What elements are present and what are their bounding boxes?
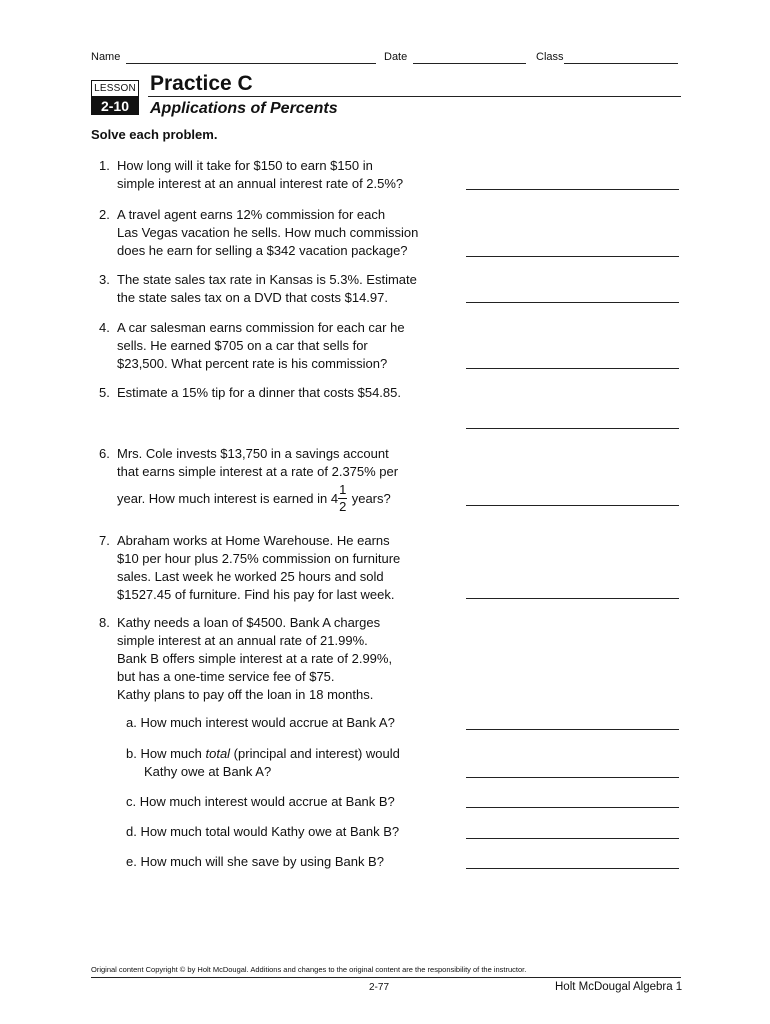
title-rule — [148, 96, 681, 97]
answer-line-8e[interactable] — [466, 868, 679, 869]
footer-rule — [91, 977, 681, 978]
answer-line-8d[interactable] — [466, 838, 679, 839]
subpart-e: e. How much will she save by using Bank B? — [126, 854, 384, 869]
problem-text: A travel agent earns 12% commission for each — [117, 207, 386, 222]
mixed-fraction — [338, 482, 348, 514]
problem-number: 2. — [99, 207, 110, 222]
problem-text: that earns simple interest at a rate of 2.375% per — [117, 464, 399, 479]
answer-line-8c[interactable] — [466, 807, 679, 808]
problem-number: 3. — [99, 272, 110, 287]
fraction-denominator: 2 — [339, 499, 347, 514]
answer-line-1[interactable] — [466, 189, 679, 190]
answer-line-3[interactable] — [466, 302, 679, 303]
problem-text: sells. He earned $705 on a car that sells for — [117, 338, 368, 353]
class-field[interactable] — [564, 63, 678, 64]
problem-text: Kathy plans to pay off the loan in 18 months. — [117, 687, 374, 702]
answer-line-5[interactable] — [466, 428, 679, 429]
problem-text: year. How much interest is earned in 4 — [117, 491, 339, 506]
problem-number: 4. — [99, 320, 110, 335]
page-title: Practice C — [150, 72, 253, 95]
copyright-notice: Original content Copyright © by Holt McDougal. Additions and changes to the original content are the responsibility of the instructor. — [91, 965, 527, 974]
problem-text: but has a one-time service fee of $75. — [117, 669, 335, 684]
problem-text: $23,500. What percent rate is his commission? — [117, 356, 388, 371]
name-label: Name — [91, 51, 121, 63]
problem-text: $1527.45 of furniture. Find his pay for last week. — [117, 587, 395, 602]
subpart-d: d. How much total would Kathy owe at Bank B? — [126, 824, 400, 839]
problem-text: does he earn for selling a $342 vacation package? — [117, 243, 408, 258]
problem-text-last — [117, 482, 391, 514]
problem-text: sales. Last week he worked 25 hours and sold — [117, 569, 384, 584]
problem-text: The state sales tax rate in Kansas is 5.3%. Estimate — [117, 272, 417, 287]
instructions: Solve each problem. — [91, 127, 218, 142]
problem-number: 7. — [99, 533, 110, 548]
problem-text: Mrs. Cole invests $13,750 in a savings account — [117, 446, 389, 461]
problem-text: Las Vegas vacation he sells. How much commission — [117, 225, 419, 240]
answer-line-8a[interactable] — [466, 729, 679, 730]
name-field[interactable] — [126, 63, 376, 64]
lesson-number: 2-10 — [91, 97, 139, 115]
page-subtitle: Applications of Percents — [150, 100, 338, 117]
answer-line-8b[interactable] — [466, 777, 679, 778]
problem-text: simple interest at an annual rate of 21.99%. — [117, 633, 368, 648]
subpart-b — [126, 745, 400, 762]
problem-text: How long will it take for $150 to earn $150 in — [117, 158, 373, 173]
lesson-label: LESSON — [91, 80, 139, 97]
problem-text: $10 per hour plus 2.75% commission on furniture — [117, 551, 401, 566]
problem-text: years? — [348, 491, 391, 506]
problem-number: 5. — [99, 385, 110, 400]
date-label: Date — [384, 51, 408, 63]
date-field[interactable] — [413, 63, 526, 64]
problem-text: Kathy needs a loan of $4500. Bank A charges — [117, 615, 381, 630]
emphasis-text: total — [205, 746, 231, 761]
problem-text: the state sales tax on a DVD that costs $14.97. — [117, 290, 388, 305]
problem-text: simple interest at an annual interest rate of 2.5%? — [117, 176, 404, 191]
subpart-text: b. How much — [126, 746, 206, 761]
subpart-c: c. How much interest would accrue at Bank B? — [126, 794, 395, 809]
answer-line-2[interactable] — [466, 256, 679, 257]
problem-number: 6. — [99, 446, 110, 461]
problem-text: Abraham works at Home Warehouse. He earns — [117, 533, 390, 548]
problem-text: Bank B offers simple interest at a rate of 2.99%, — [117, 651, 393, 666]
subpart-b-line2: Kathy owe at Bank A? — [144, 764, 272, 779]
subpart-text: (principal and interest) would — [230, 746, 400, 761]
fraction-numerator: 1 — [339, 482, 347, 497]
book-title: Holt McDougal Algebra 1 — [555, 981, 683, 993]
answer-line-6[interactable] — [466, 505, 679, 506]
problem-text: Estimate a 15% tip for a dinner that costs $54.85. — [117, 385, 401, 400]
problem-text: A car salesman earns commission for each car he — [117, 320, 405, 335]
class-label: Class — [536, 51, 564, 63]
page-number: 2-77 — [369, 982, 390, 993]
subpart-a: a. How much interest would accrue at Bank A? — [126, 715, 395, 730]
problem-number: 1. — [99, 158, 110, 173]
problem-number: 8. — [99, 615, 110, 630]
answer-line-7[interactable] — [466, 598, 679, 599]
answer-line-4[interactable] — [466, 368, 679, 369]
